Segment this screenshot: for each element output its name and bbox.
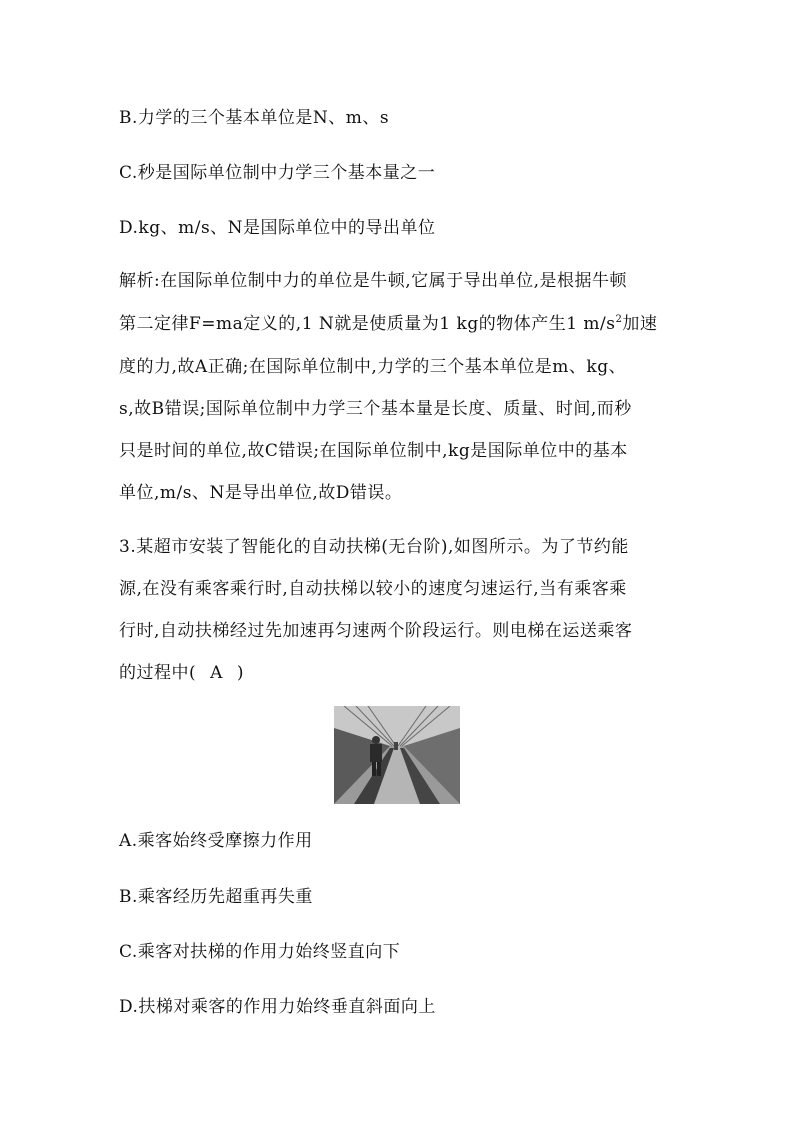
analysis-line-2 [119, 312, 657, 336]
escalator-photo [334, 706, 460, 804]
analysis-line-6: 单位,m/s、N是导出单位,故D错误。 [119, 483, 403, 503]
option-d-prev: D.kg、m/s、N是国际单位中的导出单位 [119, 218, 436, 238]
analysis-line-4: s,故B错误;国际单位制中力学三个基本量是长度、质量、时间,而秒 [119, 399, 632, 419]
question-line-1: 3.某超市安装了智能化的自动扶梯(无台阶),如图所示。为了节约能 [119, 537, 629, 557]
analysis-line-1: 解析:在国际单位制中力的单位是牛顿,它属于导出单位,是根据牛顿 [119, 271, 628, 291]
analysis-line-3: 度的力,故A正确;在国际单位制中,力学的三个基本单位是m、kg、 [119, 357, 627, 377]
escalator-photo-drawing [334, 706, 460, 804]
option-b: B.乘客经历先超重再失重 [119, 887, 313, 907]
analysis-line-5: 只是时间的单位,故C错误;在国际单位制中,kg是国际单位中的基本 [119, 441, 628, 461]
question-line-4-text: 的过程中( [119, 663, 197, 683]
option-b-prev: B.力学的三个基本单位是N、m、s [119, 108, 390, 128]
question-line-4-close: ) [236, 663, 245, 683]
analysis-line-2-text: 第二定律F=ma定义的,1 N就是使质量为1 kg的物体产生1 m/s [119, 314, 616, 334]
analysis-line-2-tail: 加速 [622, 314, 658, 334]
option-c-prev: C.秒是国际单位制中力学三个基本量之一 [119, 163, 436, 183]
question-line-3: 行时,自动扶梯经过先加速再匀速两个阶段运行。则电梯在运送乘客 [119, 621, 633, 641]
option-c: C.乘客对扶梯的作用力始终竖直向下 [119, 942, 401, 962]
option-d: D.扶梯对乘客的作用力始终垂直斜面向上 [119, 997, 436, 1017]
answer-letter: A [210, 663, 223, 683]
question-line-2: 源,在没有乘客乘行时,自动扶梯以较小的速度匀速运行,当有乘客乘 [119, 579, 627, 599]
option-a: A.乘客始终受摩擦力作用 [119, 831, 313, 851]
superscript: 2 [615, 314, 623, 325]
question-line-4 [119, 661, 244, 685]
